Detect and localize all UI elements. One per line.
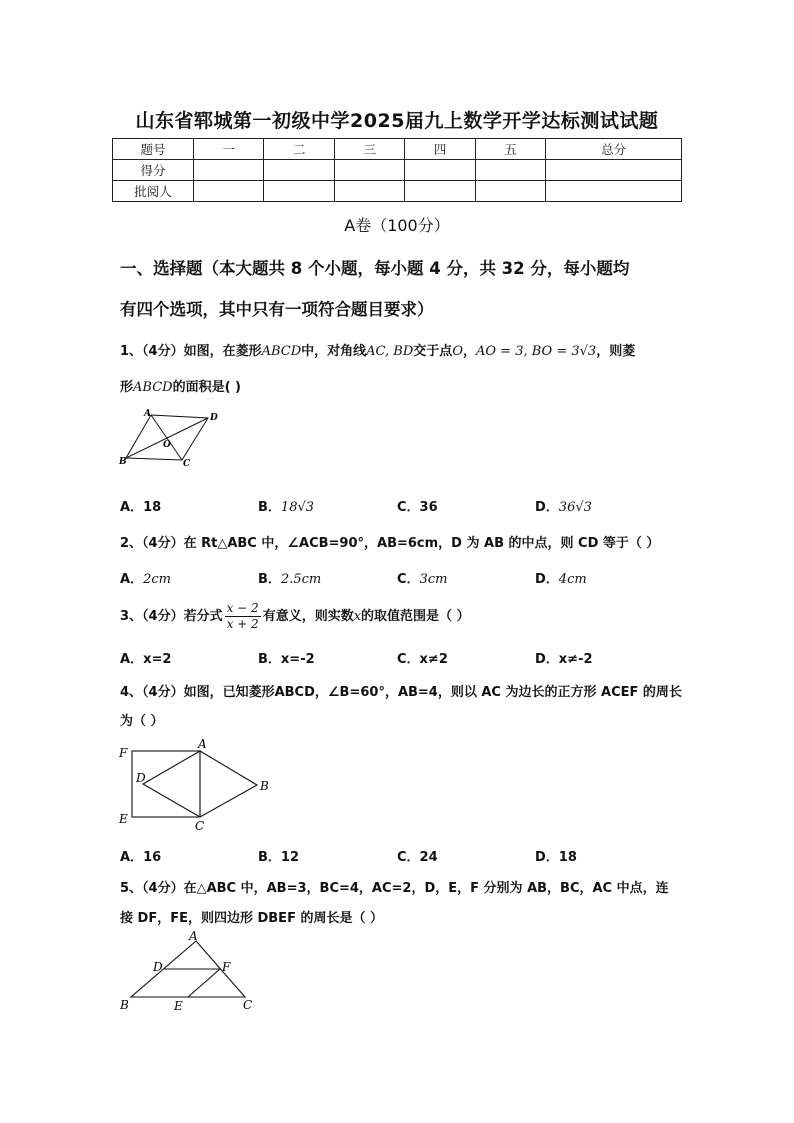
score-cell[interactable] [546,160,682,181]
q5-label-e: E [174,999,183,1013]
header-cell: 三 [334,139,404,160]
reviewer-cell[interactable] [405,181,475,202]
q4-option-d[interactable]: D．18 [535,850,577,865]
q3-option-a[interactable]: A．x=2 [120,652,172,667]
page-title: 山东省郓城第一初级中学2025届九上数学开学达标测试试题 [135,110,659,132]
question-3-text [120,601,685,632]
header-cell: 题号 [113,139,194,160]
score-table [112,138,682,202]
section-heading-line1: 一、选择题（本大题共 8 个小题，每小题 4 分，共 32 分，每小题均 [120,259,630,278]
q5-label-a: A [189,929,198,943]
reviewer-cell[interactable] [546,181,682,202]
q3-x: x [353,609,362,624]
q1-label-c: C [183,459,191,468]
score-table-header-row [113,139,682,160]
q4-label-d: D [136,771,146,785]
q2-option-c[interactable]: C．3cm [397,572,448,587]
triangle-diagram-q5 [115,928,265,1014]
score-cell[interactable] [475,160,545,181]
score-cell[interactable] [334,160,404,181]
rhombus-diagram-q1 [118,406,228,468]
q3-option-c[interactable]: C．x≠2 [397,652,448,667]
row-label: 批阅人 [113,181,194,202]
q4-label-a: A [198,737,207,751]
q4-option-a[interactable]: A．16 [120,850,162,865]
q5-label-b: B [120,998,129,1012]
q1-condition: AO = 3, BO = 3√3 [476,344,597,359]
q3-option-b[interactable]: B．x=-2 [258,652,315,667]
q4-label-e: E [119,812,128,826]
q1-option-c[interactable]: C．36 [397,500,438,515]
reviewer-cell[interactable] [264,181,334,202]
q3-denominator: x + 2 [226,617,259,631]
header-cell: 一 [194,139,264,160]
q3-fraction [225,601,261,632]
q1-line2-prefix: 形 [120,380,134,395]
q1-mid: 中，对角线 [301,344,367,359]
header-cell: 二 [264,139,334,160]
reviewer-cell[interactable] [194,181,264,202]
q1-suffix: ，则菱 [596,344,636,359]
q3-mid: 有意义，则实数 [262,609,354,624]
score-cell[interactable] [405,160,475,181]
q1-label-d: D [210,413,218,423]
q1-label-a: A [144,409,151,419]
q4-option-c[interactable]: C．24 [397,850,438,865]
q3-suffix: 的取值范围是（ ） [361,609,470,624]
q2-option-b[interactable]: B．2.5cm [258,572,322,587]
q3-numerator: x − 2 [226,601,259,615]
reviewer-cell[interactable] [475,181,545,202]
q1-label-o: O [163,440,171,450]
q1-label-b: B [119,457,127,467]
q1-prefix: 1、（4分）如图，在菱形 [120,344,262,359]
q3-prefix: 3、（4分）若分式 [120,609,223,624]
q1-option-b[interactable]: B．18√3 [258,500,315,515]
q2-option-d[interactable]: D．4cm [535,572,587,587]
question-1-line1 [120,340,685,359]
q1-line2-suffix: 的面积是( ) [172,380,241,395]
row-label: 得分 [113,160,194,181]
volume-heading: A卷（100分） [344,216,450,235]
q1-line2-abcd: ABCD [133,380,173,395]
q3-option-d[interactable]: D．x≠-2 [535,652,593,667]
q4-option-b[interactable]: B．12 [258,850,300,865]
q1-mid2: 交于点 [413,344,453,359]
q4-label-b: B [260,779,269,793]
score-cell[interactable] [264,160,334,181]
score-cell[interactable] [194,160,264,181]
q1-abcd: ABCD [261,344,302,359]
q1-acbd: AC, BD [366,344,414,359]
score-row [113,160,682,181]
question-4-line2: 为（ ） [120,714,164,729]
q5-label-d: D [153,960,163,974]
section-heading-line2: 有四个选项，其中只有一项符合题目要求） [120,300,434,319]
q1-option-a[interactable]: A．18 [120,500,162,515]
q1-comma: ， [462,344,476,359]
question-5-line1: 5、（4分）在△ABC 中，AB=3，BC=4，AC=2，D，E，F 分别为 AB，BC，AC 中点，连 [120,881,669,896]
question-1-line2 [120,376,685,395]
q4-label-c: C [195,819,205,833]
header-cell: 总分 [546,139,682,160]
question-5-line2: 接 DF，FE，则四边形 DBEF 的周长是（ ） [120,911,383,926]
header-cell: 五 [475,139,545,160]
header-cell: 四 [405,139,475,160]
q5-label-f: F [222,960,231,974]
q2-option-a[interactable]: A．2cm [120,572,171,587]
reviewer-row [113,181,682,202]
q1-option-d[interactable]: D．36√3 [535,500,592,515]
question-4-line1: 4、（4分）如图，已知菱形ABCD，∠B=60°，AB=4，则以 AC 为边长的正方形 ACEF 的周长 [120,685,682,700]
reviewer-cell[interactable] [334,181,404,202]
rhombus-square-diagram-q4 [115,736,275,834]
q4-label-f: F [119,746,128,760]
q1-o: O [452,344,463,359]
q5-label-c: C [243,998,253,1012]
question-2-text: 2、（4分）在 Rt△ABC 中，∠ACB=90°，AB=6cm，D 为 AB 的中点，则 CD 等于（ ） [120,536,660,551]
